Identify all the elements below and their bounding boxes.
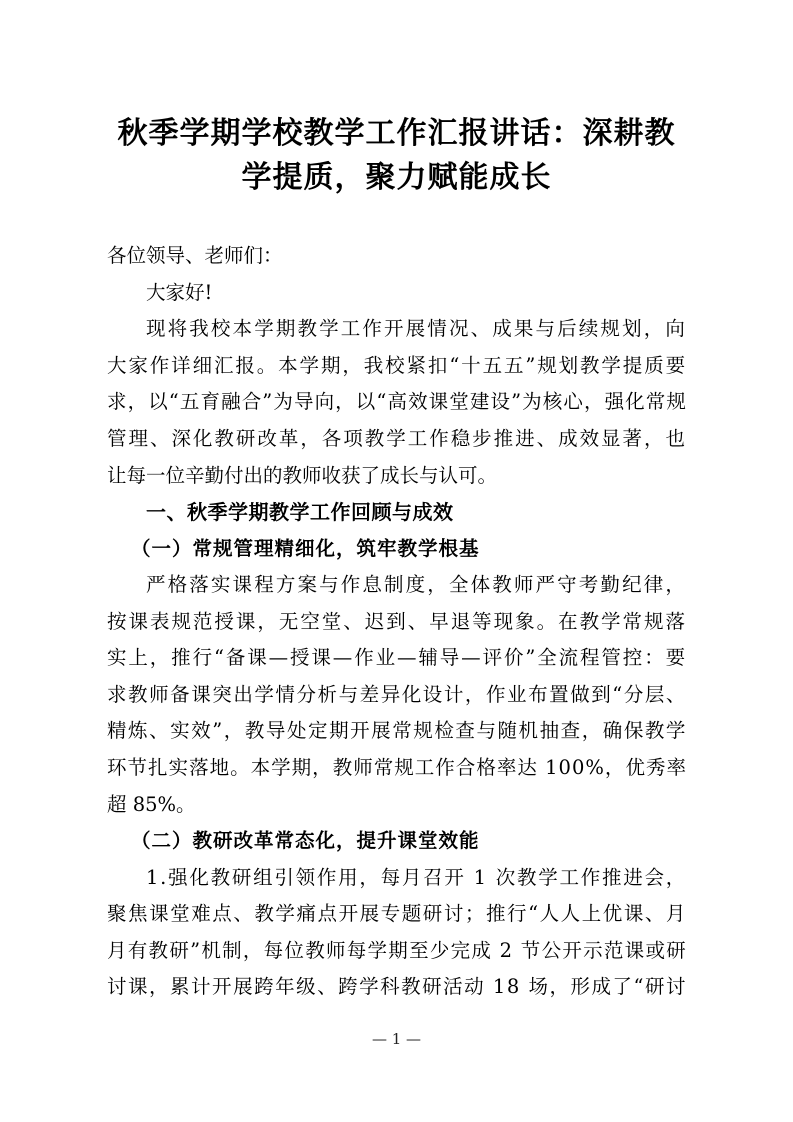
page-number: — 1 — xyxy=(371,1030,422,1048)
intro-line-2: 大家作详细汇报。本学期，我校紧扣“十五五”规划教学提质要 xyxy=(107,354,687,377)
subsection-heading-2: （二）教研改革常态化，提升课堂效能 xyxy=(131,829,480,852)
section-heading-1: 一、秋季学期教学工作回顾与成效 xyxy=(146,500,454,524)
subsection1-line-6: 环节扎实落地。本学期，教师常规工作合格率达 100%，优秀率 xyxy=(107,756,687,779)
subsection2-line-4: 讨课，累计开展跨年级、跨学科教研活动 18 场，形成了“研讨 xyxy=(107,975,687,998)
title-line-2: 学提质，聚力赋能成长 xyxy=(241,160,552,195)
subsection1-line-3: 实上，推行“备课—授课—作业—辅导—评价”全流程管控：要 xyxy=(107,646,687,669)
subsection2-line-3: 月有教研”机制，每位教师每学期至少完成 2 节公开示范课或研 xyxy=(107,939,687,962)
title-line-1: 秋季学期学校教学工作汇报讲话：深耕教 xyxy=(117,116,676,151)
intro-line-1 xyxy=(146,311,687,347)
paragraph-text: 现将我校本学期教学工作开展情况、成果与后续规划，向 xyxy=(146,317,687,340)
subsection1-line-4: 求教师备课突出学情分析与差异化设计，作业布置做到“分层、 xyxy=(107,683,687,706)
subsection1-line-5: 精炼、实效”，教导处定期开展常规检查与随机抽查，确保教学 xyxy=(107,719,687,742)
document-title xyxy=(100,112,693,200)
intro-line-3: 求，以“五育融合”为导向，以“高效课堂建设”为核心，强化常规 xyxy=(107,390,687,413)
subsection1-line-2: 按课表规范授课，无空堂、迟到、早退等现象。在教学常规落 xyxy=(107,610,687,633)
salutation: 各位领导、老师们： xyxy=(107,244,283,267)
subsection1-line-1: 严格落实课程方案与作息制度，全体教师严守考勤纪律， xyxy=(146,573,687,596)
subsection-heading-1: （一）常规管理精细化，筑牢教学根基 xyxy=(131,537,480,560)
intro-line-5: 让每一位辛勤付出的教师收获了成长与认可。 xyxy=(107,464,498,487)
subsection1-line-7: 超 85%。 xyxy=(107,793,196,816)
intro-line-4: 管理、深化教研改革，各项教学工作稳步推进、成效显著，也 xyxy=(107,427,687,450)
subsection2-line-1: 1.强化教研组引领作用，每月召开 1 次教学工作推进会， xyxy=(146,866,687,889)
subsection2-line-2: 聚焦课堂难点、教学痛点开展专题研讨；推行“人人上优课、月 xyxy=(107,902,687,925)
greeting: 大家好! xyxy=(146,281,213,304)
